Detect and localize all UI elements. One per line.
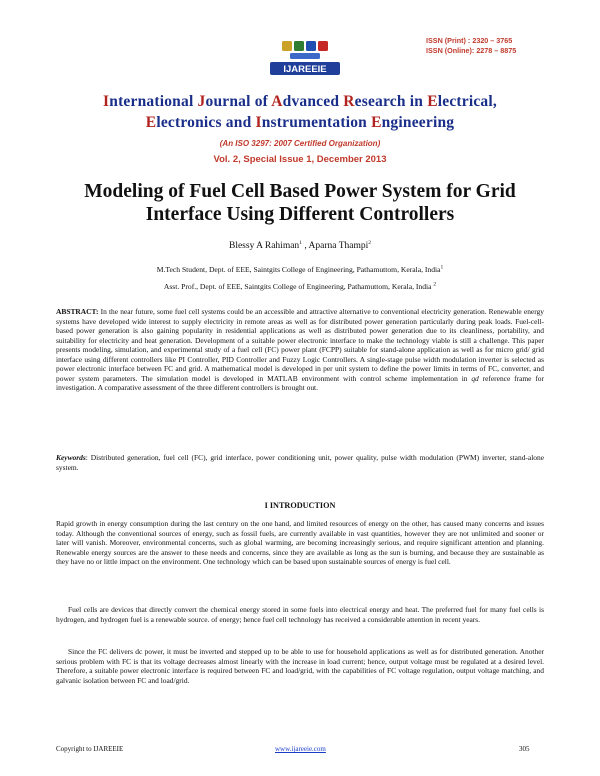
iso-certification: (An ISO 3297: 2007 Certified Organization) [219, 139, 381, 148]
journal-cap-j: J [197, 93, 206, 110]
journal-cap-r: R [343, 93, 355, 110]
issn-print: ISSN (Print) : 2320 – 3765 [426, 36, 513, 45]
abstract-italic-term: qd [471, 373, 479, 383]
paper-title-line1: Modeling of Fuel Cell Based Power System for Grid [84, 181, 516, 202]
author-name: Blessy A Rahiman [228, 241, 300, 251]
intro-paragraph-3: Since the FC delivers dc power, it must be inverted and stepped up to be able to use for household applications as well as for distributed generation. Another serious problem with FC is that its voltage decreases almost linearly with the increase in load current; hence, output voltage must be regulated at a desired level. Therefore, a suitable power electronic interface is required between FC and load/grid, with the capabilities of FC voltage regulation, output voltage matching, and galvanic isolation between FC and load/grid. [56, 647, 544, 685]
journal-word: dvanced [282, 93, 344, 110]
journal-title-line1 [0, 92, 600, 112]
keywords-label: Keywords [56, 453, 86, 462]
paper-title-line2: Interface Using Different Controllers [145, 204, 455, 225]
keywords [56, 453, 544, 472]
issn-block [426, 36, 516, 56]
section-heading: I INTRODUCTION [264, 501, 336, 510]
journal-title-line2 [0, 113, 600, 133]
footer-website-link[interactable]: www.ijareeie.com [275, 745, 326, 753]
author-superscript: 1 [299, 239, 302, 246]
journal-word: esearch in [354, 93, 428, 110]
footer-page-number: 305 [519, 745, 530, 753]
paper-title [20, 180, 580, 226]
journal-word: lectronics and [156, 114, 256, 131]
journal-word: ournal of [205, 93, 272, 110]
intro-paragraph-2: Fuel cells are devices that directly convert the chemical energy stored in some fuels into electrical energy and heat. The preferred fuel for many fuel cells is hydrogen, and hydrogen fuel is a renewable source. of energy; hence fuel cell technology has received a considerable attention in recent years. [56, 605, 544, 624]
journal-word: nternational [109, 93, 198, 110]
journal-cap-e: E [145, 114, 157, 131]
journal-logo [234, 38, 374, 82]
issn-online: ISSN (Online): 2278 – 8875 [426, 46, 517, 55]
author-list [0, 241, 600, 251]
affiliation-2 [0, 282, 600, 291]
journal-cap-e: E [371, 114, 382, 131]
abstract-text-end: reference frame for investigation. A comparative assessment of the three different controllers is brought out. [56, 373, 544, 392]
author-name: , Aparna Thampi [301, 241, 369, 251]
footer-copyright: Copyright to IJAREEIE [56, 745, 124, 753]
abstract [56, 307, 544, 393]
affiliation-1 [0, 265, 600, 274]
affiliation-text: Asst. Prof., Dept. of EEE, Saintgits College of Engineering, Pathamuttom, Kerala, India [163, 282, 432, 291]
journal-word: ngineering [381, 114, 455, 131]
journal-cap-a: A [271, 93, 283, 110]
journal-cap-e: E [427, 93, 438, 110]
affiliation-superscript: 1 [440, 264, 444, 271]
journal-word: nstrumentation [261, 114, 372, 131]
abstract-label: ABSTRACT: [56, 307, 99, 316]
abstract-text: In the near future, some fuel cell systems could be an accessible and attractive alternative to conventional electricity generation. Renewable energy systems have developed wide interest to supply electricity in remote areas as well as for distributed power generation particularly during peak loads. Fuel-cell-based power generation is also gaining popularity in residential applications as well as distributed power generation due to its cleanliness, portability, and suitability for electricity and heat generation. Development of a suitable power electronic interface to make the technology viable is still a challenge. This paper presents modeling, simulation, and experimental study of a fuel cell (FC) power plant (FCPP) suitable for stand-alone application as well as for micro grid/ grid interface using different controllers like PI Controller, PID Controller and Fuzzy Logic Controllers. A single-stage pulse width modulation inverter is selected as power electronic interface between FC and grid. A mathematical model is developed in per unit system to define the power limits in terms of FC, converter, and power system parameters. The simulation model is developed in MATLAB environment with control scheme implementation in [56, 307, 544, 383]
logo-emblem-icon [282, 41, 328, 59]
logo-text: IJAREEIE [283, 64, 327, 75]
volume-issue: Vol. 2, Special Issue 1, December 2013 [213, 154, 387, 165]
affiliation-superscript: 2 [433, 281, 437, 288]
keywords-text: : Distributed generation, fuel cell (FC), grid interface, power conditioning unit, power quality, pulse width modulation (PWM) inverter, stand-alone system. [56, 453, 544, 472]
author-superscript: 2 [368, 239, 371, 246]
journal-cap-i: I [103, 93, 110, 110]
affiliation-text: M.Tech Student, Dept. of EEE, Saintgits College of Engineering, Pathamuttom, Kerala, India [156, 265, 441, 274]
journal-word: lectrical, [437, 93, 497, 110]
journal-cap-i: I [255, 114, 262, 131]
intro-paragraph-1: Rapid growth in energy consumption during the last century on the one hand, and limited resources of energy on the other, has caused many concerns and issues today. Although the conventional sources of energy, such as fossil fuels, are currently available in vast quantities, however they are not unlimited and sooner or later will vanish. Moreover, environmental concerns, such as global warming, are becoming increasingly serious, and require significant attention and planning. Renewable energy sources are the answer to these needs and concerns, since they are available as long as the sun is burning, and because they are sustainable as they have no or little impact on the environment. One technology which can be based upon sustainable sources of energy is fuel cell. [56, 519, 544, 566]
